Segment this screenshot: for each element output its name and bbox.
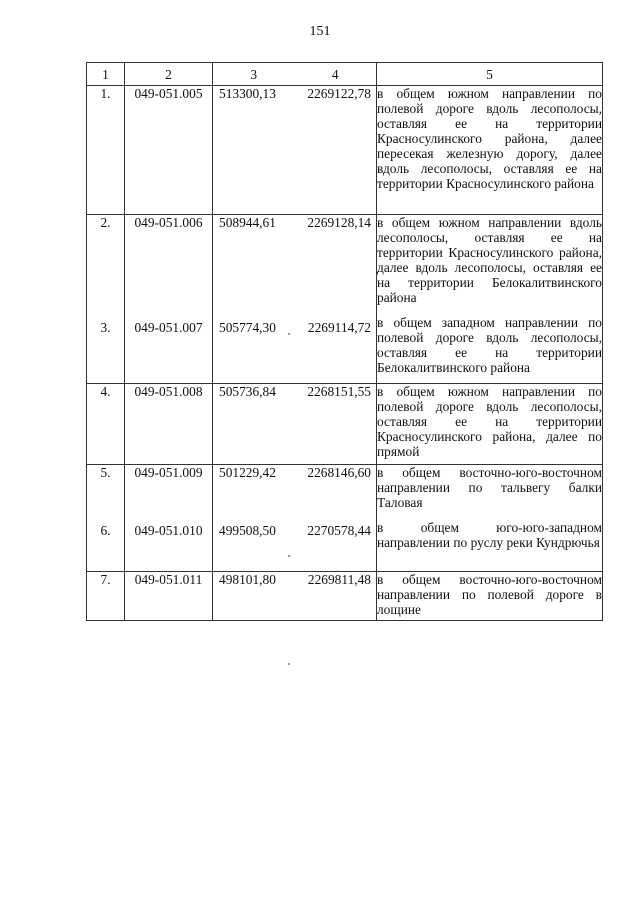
- coordinate-y: 2268146,60: [307, 465, 371, 480]
- cell-number: [87, 572, 125, 621]
- entry-coordinates: [213, 86, 376, 214]
- entry-description: в общем южном направлении по полевой дороге вдоль лесополосы, оставляя ее на территории Красносулинского района, далее по прямой: [377, 384, 602, 459]
- table-row: [87, 215, 603, 384]
- entry-number: 4.: [100, 384, 111, 399]
- boundary-points-table: [86, 62, 603, 621]
- scan-speck: [288, 663, 290, 665]
- cell-description: [377, 384, 603, 465]
- header-col-4: 4: [331, 66, 339, 82]
- cell-coordinates: [213, 86, 377, 215]
- entry-coordinates: [213, 384, 376, 464]
- coordinate-y: 2269122,78: [307, 86, 371, 101]
- entry-coordinates: [213, 523, 376, 571]
- coordinate-x: 498101,80: [219, 572, 276, 587]
- cell-description: [377, 86, 603, 215]
- entry-number: 2.: [100, 215, 111, 230]
- entry-point-code: 049-051.005: [134, 86, 203, 101]
- header-col-5: 5: [377, 63, 603, 86]
- entry-point-code: 049-051.010: [134, 523, 203, 538]
- entry-coordinates: [213, 465, 376, 513]
- cell-description: [377, 465, 603, 572]
- table-header-row: [87, 63, 603, 86]
- entry-description: в общем восточно-юго-восточном направлении по полевой дороге в лощине: [377, 572, 602, 617]
- scan-speck: [288, 555, 290, 557]
- coordinate-y: 2269811,48: [307, 572, 371, 587]
- entry-number: 6.: [100, 523, 111, 538]
- coordinate-x: 499508,50: [219, 523, 276, 538]
- entry-coordinates: [213, 215, 376, 310]
- coordinate-x: 505736,84: [219, 384, 276, 399]
- coordinate-y: 2268151,55: [307, 384, 371, 399]
- table-row: [87, 384, 603, 465]
- cell-coordinates: [213, 465, 377, 572]
- header-col-3-4: [213, 63, 377, 86]
- entry-point-code: 049-051.008: [134, 384, 203, 399]
- cell-coordinates: [213, 572, 377, 621]
- cell-point-code: [125, 572, 213, 621]
- cell-number: [87, 384, 125, 465]
- entry-coordinates: [213, 320, 376, 383]
- entry-point-code: 049-051.009: [134, 465, 203, 480]
- cell-number: [87, 465, 125, 572]
- page-number: 151: [309, 24, 331, 39]
- table-row: [87, 572, 603, 621]
- coordinate-x: 505774,30: [219, 320, 276, 335]
- cell-number: [87, 215, 125, 384]
- entry-number: 1.: [100, 86, 111, 101]
- table-row: [87, 465, 603, 572]
- coordinate-x: 513300,13: [219, 86, 276, 101]
- cell-point-code: [125, 86, 213, 215]
- entry-coordinates: [213, 572, 376, 620]
- cell-description: [377, 572, 603, 621]
- entry-description: в общем юго-юго-западном направлении по руслу реки Кундрючья: [377, 520, 602, 550]
- entry-description: в общем южном направлении по полевой дороге вдоль лесополосы, оставляя ее на территории Красносулинского района, далее пересекая железную дорогу, далее вдоль лесополосы, оставляя ее на территории Красносулинского района: [377, 86, 602, 191]
- entry-description: в общем западном направлении по полевой дороге вдоль лесополосы, оставляя ее на территории Белокалитвинского района: [377, 315, 602, 375]
- coordinate-y: 2270578,44: [307, 523, 371, 538]
- table-row: [87, 86, 603, 215]
- entry-number: 5.: [100, 465, 111, 480]
- entry-point-code: 049-051.011: [134, 572, 203, 587]
- entry-number: 7.: [100, 572, 111, 587]
- entry-point-code: 049-051.006: [134, 215, 203, 230]
- cell-point-code: [125, 215, 213, 384]
- cell-point-code: [125, 465, 213, 572]
- coordinate-y: 2269114,72: [307, 320, 371, 335]
- entry-number: 3.: [100, 320, 111, 335]
- cell-description: [377, 215, 603, 384]
- scan-speck: [288, 333, 290, 335]
- cell-coordinates: [213, 384, 377, 465]
- entry-description: в общем восточно-юго-восточном направлении по тальвегу балки Таловая: [377, 465, 602, 510]
- coordinate-y: 2269128,14: [307, 215, 371, 230]
- coordinate-x: 508944,61: [219, 215, 276, 230]
- entry-point-code: 049-051.007: [134, 320, 203, 335]
- cell-point-code: [125, 384, 213, 465]
- cell-number: [87, 86, 125, 215]
- header-col-1: 1: [87, 63, 125, 86]
- header-col-2: 2: [125, 63, 213, 86]
- header-col-3: 3: [250, 66, 258, 82]
- coordinate-x: 501229,42: [219, 465, 276, 480]
- cell-coordinates: [213, 215, 377, 384]
- entry-description: в общем южном направлении вдоль лесополосы, оставляя ее на территории Красносулинского района, далее вдоль лесополосы, оставляя ее на территории Белокалитвинского района: [377, 215, 602, 305]
